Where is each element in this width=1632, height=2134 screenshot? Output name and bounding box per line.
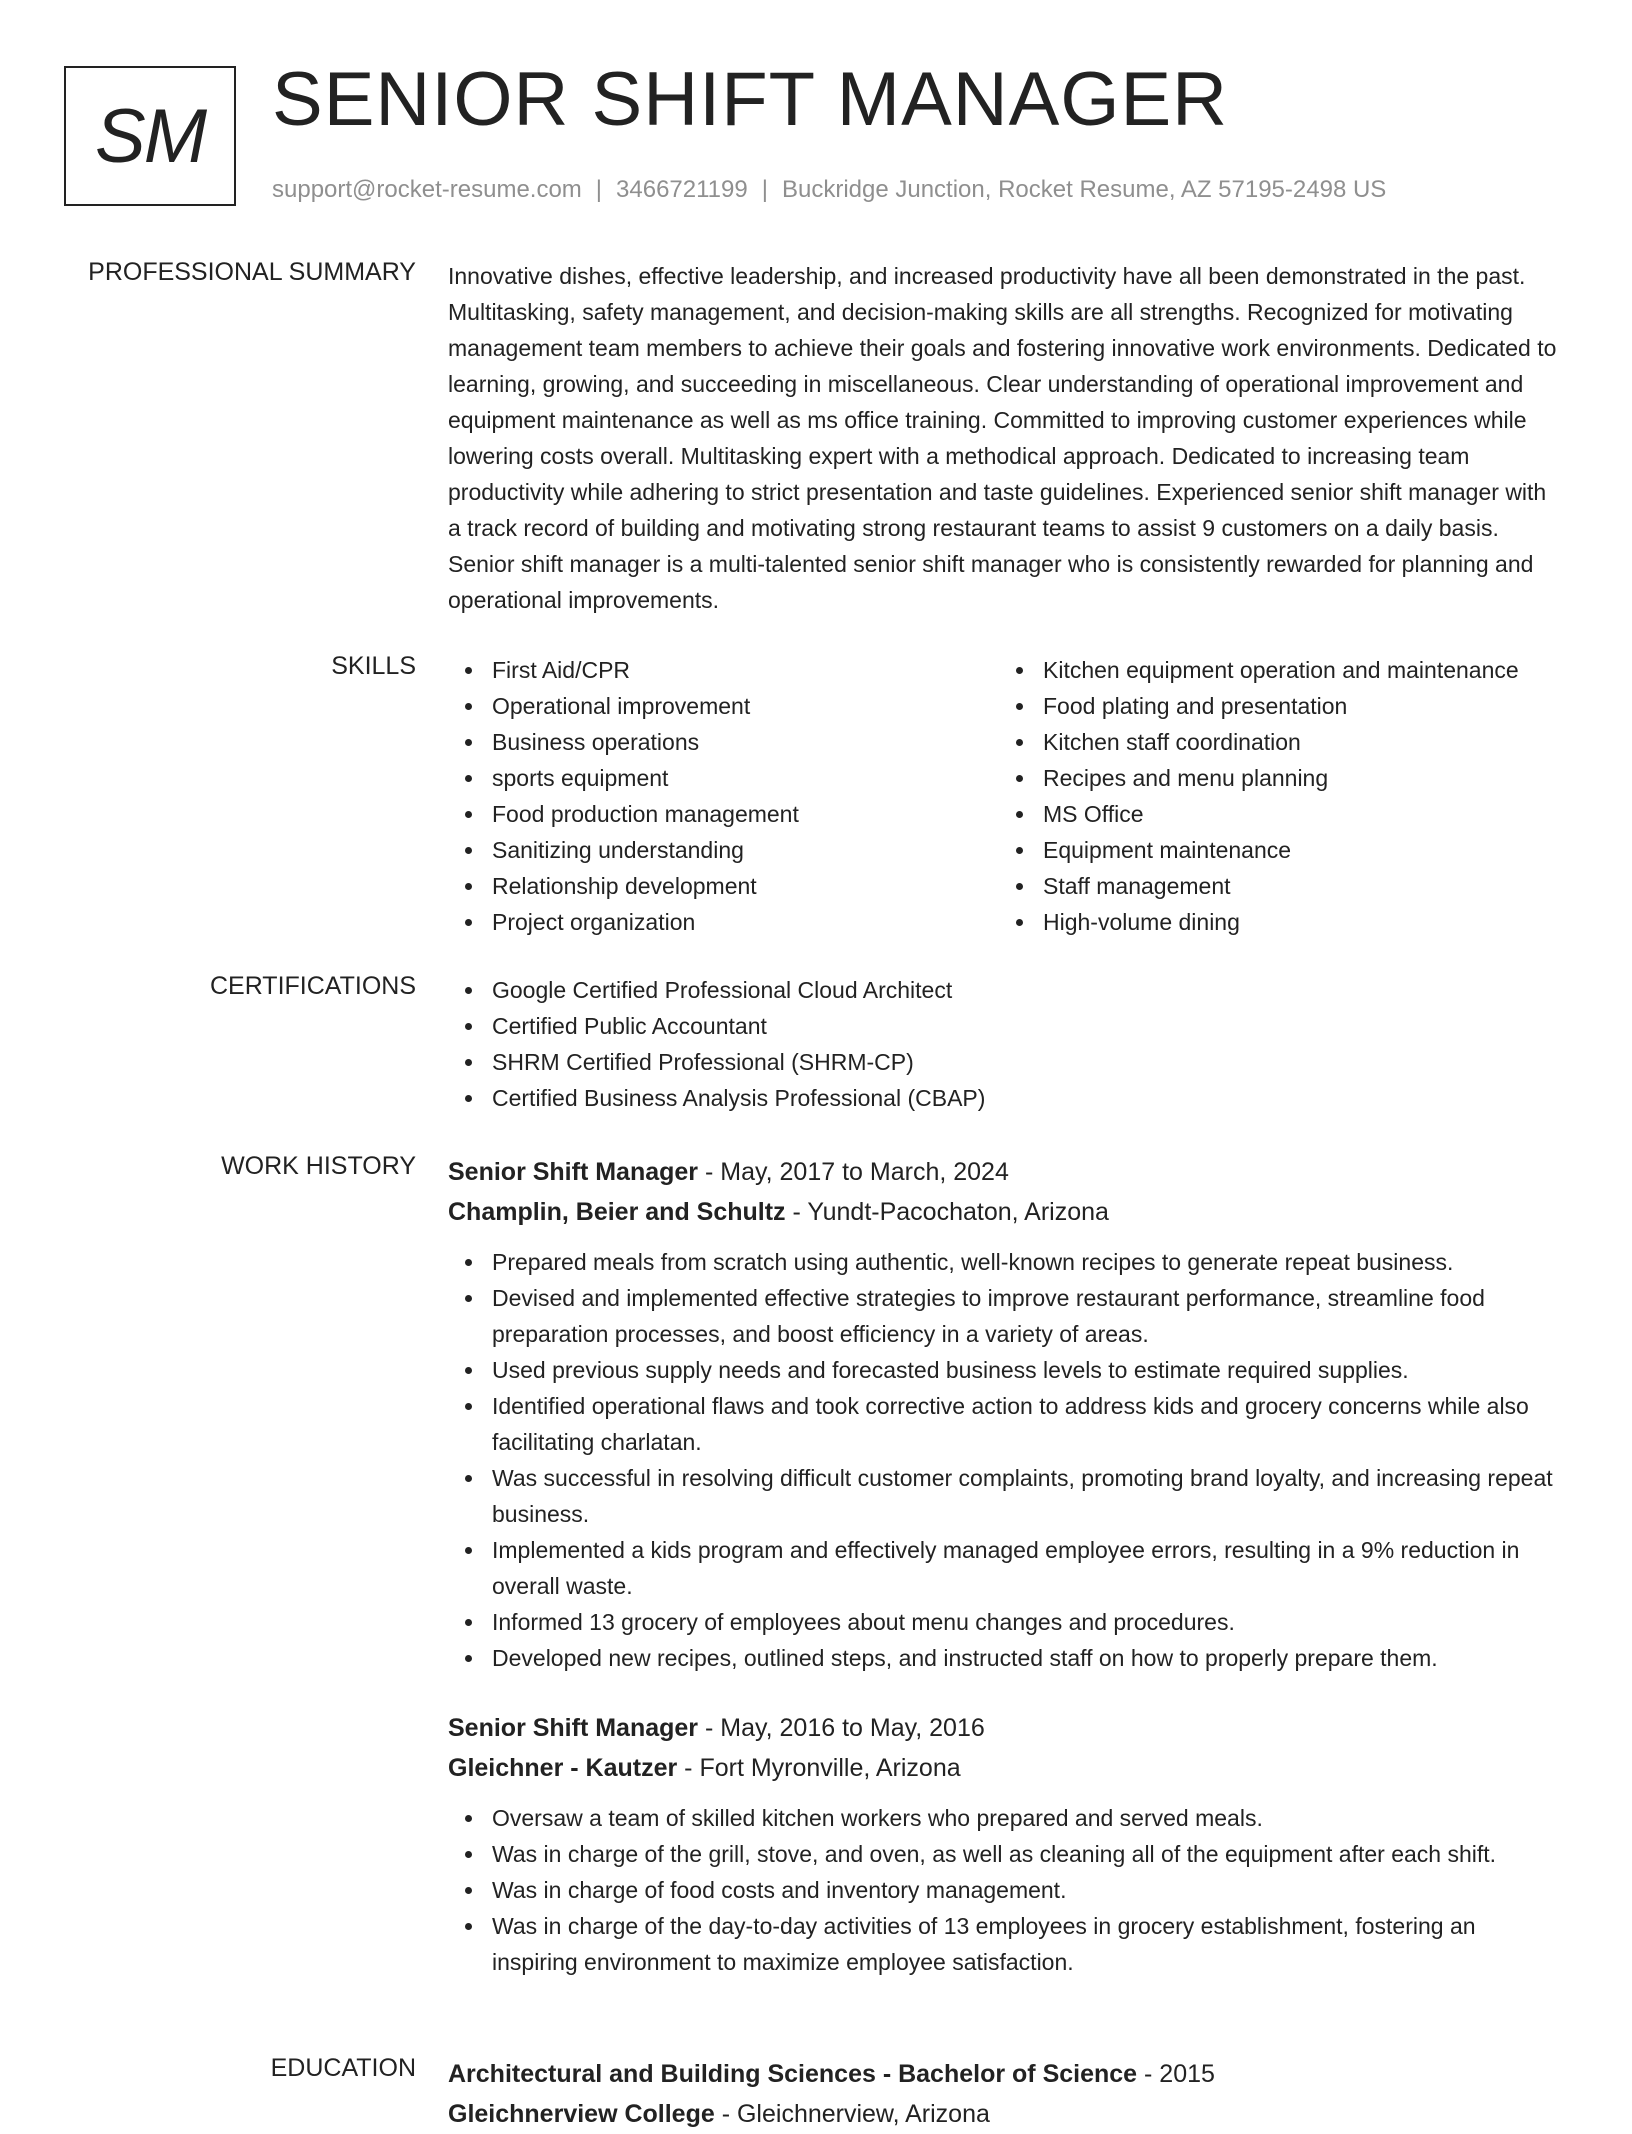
skills-list-right (999, 652, 1550, 940)
education-school: Gleichnerview College (448, 2100, 715, 2128)
skill-item: Project organization (448, 904, 999, 940)
education-degree-line (448, 2054, 1564, 2094)
job-title-line (448, 1708, 1564, 1748)
education-location: - Gleichnerview, Arizona (714, 2100, 990, 2128)
job-bullet: Oversaw a team of skilled kitchen workers who prepared and served meals. (448, 1800, 1564, 1836)
section-title: SKILLS (331, 652, 416, 680)
skill-item: Business operations (448, 724, 999, 760)
job-entry (448, 1708, 1564, 1980)
skill-item: Kitchen staff coordination (999, 724, 1550, 760)
education-school-line (448, 2094, 1564, 2134)
certification-item: SHRM Certified Professional (SHRM-CP) (448, 1044, 1564, 1080)
section-title: EDUCATION (270, 2054, 416, 2082)
certification-item: Certified Public Accountant (448, 1008, 1564, 1044)
job-bullet: Developed new recipes, outlined steps, and instructed staff on how to properly prepare them. (448, 1640, 1564, 1676)
job-bullets (448, 1244, 1564, 1676)
contact-separator: | (761, 176, 768, 203)
job-bullet: Used previous supply needs and forecasted business levels to estimate required supplies. (448, 1352, 1564, 1388)
summary-text: Innovative dishes, effective leadership, and increased productivity have all been demonstrated in the past. Multitasking, safety management, and decision-making skills are all strengths. Recognized for motivating management team members to achieve their goals and fostering innovative work environments. Dedicated to learning, growing, and succeeding in miscellaneous. Clear understanding of operational improvement and equipment maintenance as well as ms office training. Committed to improving customer experiences while lowering costs overall. Multitasking expert with a methodical approach. Dedicated to increasing team productivity while adhering to strict presentation and taste guidelines. Experienced senior shift manager with a track record of building and motivating strong restaurant teams to assist 9 customers on a daily basis. Senior shift manager is a multi-talented senior shift manager who is consistently rewarded for planning and operational improvements. (448, 263, 1557, 613)
skill-item: MS Office (999, 796, 1550, 832)
job-dates: - May, 2017 to March, 2024 (698, 1158, 1009, 1186)
certification-item: Certified Business Analysis Professional (CBAP) (448, 1080, 1564, 1116)
skill-item: High-volume dining (999, 904, 1550, 940)
certification-item: Google Certified Professional Cloud Architect (448, 972, 1564, 1008)
job-bullet: Identified operational flaws and took corrective action to address kids and grocery concerns while also facilitating charlatan. (448, 1388, 1564, 1460)
contact-email[interactable]: support@rocket-resume.com (272, 176, 582, 203)
job-company: Gleichner - Kautzer (448, 1754, 678, 1782)
education-year: - 2015 (1137, 2060, 1215, 2088)
job-bullet: Informed 13 grocery of employees about menu changes and procedures. (448, 1604, 1564, 1640)
contact-line (272, 176, 1386, 204)
skill-item: Sanitizing understanding (448, 832, 999, 868)
skills-list-left (448, 652, 999, 940)
certifications-list (448, 972, 1564, 1116)
job-bullet: Was in charge of the grill, stove, and oven, as well as cleaning all of the equipment after each shift. (448, 1836, 1564, 1872)
job-bullet: Was in charge of the day-to-day activities of 13 employees in grocery establishment, fostering an inspiring environment to maximize employee satisfaction. (448, 1908, 1564, 1980)
monogram: SM (64, 66, 236, 206)
section-title: CERTIFICATIONS (209, 972, 416, 1000)
section-title: WORK HISTORY (221, 1152, 416, 1180)
skill-item: First Aid/CPR (448, 652, 999, 688)
job-bullet: Was in charge of food costs and inventory management. (448, 1872, 1564, 1908)
job-role: Senior Shift Manager (448, 1714, 699, 1742)
education-degree: Architectural and Building Sciences - Bachelor of Science (448, 2060, 1138, 2088)
skill-item: Recipes and menu planning (999, 760, 1550, 796)
job-dates: - May, 2016 to May, 2016 (698, 1714, 985, 1742)
skill-item: Staff management (999, 868, 1550, 904)
job-bullet: Prepared meals from scratch using authentic, well-known recipes to generate repeat business. (448, 1244, 1564, 1280)
contact-address: Buckridge Junction, Rocket Resume, AZ 57195-2498 US (781, 176, 1387, 203)
job-title-line (448, 1152, 1564, 1192)
skill-item: Operational improvement (448, 688, 999, 724)
job-location: - Fort Myronville, Arizona (677, 1754, 961, 1782)
skill-item: Kitchen equipment operation and maintenance (999, 652, 1550, 688)
contact-separator: | (595, 176, 603, 203)
skill-item: Food production management (448, 796, 999, 832)
job-bullets (448, 1800, 1564, 1980)
skill-item: Relationship development (448, 868, 999, 904)
contact-phone[interactable]: 3466721199 (616, 176, 748, 203)
job-company-line (448, 1748, 1564, 1788)
job-company-line (448, 1192, 1564, 1232)
job-role: Senior Shift Manager (448, 1158, 699, 1186)
job-entry (448, 1152, 1564, 1676)
job-bullet: Was successful in resolving difficult customer complaints, promoting brand loyalty, and increasing repeat business. (448, 1460, 1564, 1532)
job-location: - Yundt-Pacochaton, Arizona (785, 1198, 1109, 1226)
skill-item: Food plating and presentation (999, 688, 1550, 724)
job-bullet: Implemented a kids program and effectively managed employee errors, resulting in a 9% reduction in overall waste. (448, 1532, 1564, 1604)
skill-item: sports equipment (448, 760, 999, 796)
job-bullet: Devised and implemented effective strategies to improve restaurant performance, streamline food preparation processes, and boost efficiency in a variety of areas. (448, 1280, 1564, 1352)
resume-name: SENIOR SHIFT MANAGER (272, 57, 1229, 142)
skill-item: Equipment maintenance (999, 832, 1550, 868)
job-company: Champlin, Beier and Schultz (448, 1198, 786, 1226)
section-title: PROFESSIONAL SUMMARY (88, 258, 416, 286)
